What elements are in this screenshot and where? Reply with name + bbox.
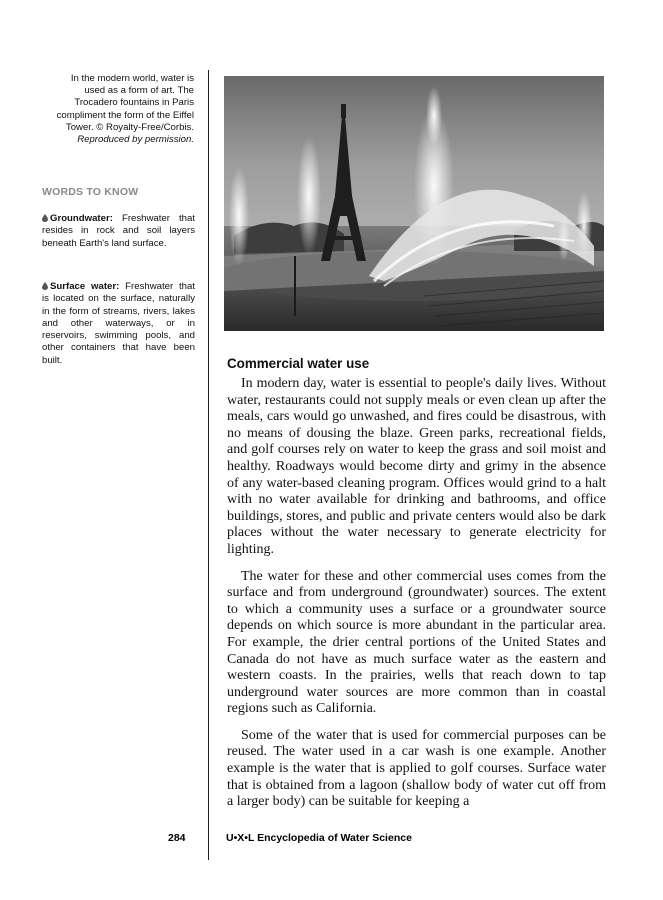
glossary-term-label: Surface water: xyxy=(50,281,120,292)
glossary-definition: Freshwater that is located on the surface, naturally in the form of streams, rivers, lakes and other waterways, or in reservoirs, swimming pools, and other containers that have been built. xyxy=(42,281,196,366)
paragraph: In modern day, water is essential to people's daily lives. Without water, restaurants could not supply meals or even clean up after the meals, cars would go unwashed, and fires could be disastrous, with no means of dousing the blaze. Green parks, recreational fields, and golf courses rely on water to keep the grass and soil moist and healthy. Roadways would become dirty and grimy in the absence of any water-based cleaning program. Offices would grind to a halt with no water available for drinking and bathrooms, and office buildings, stores, and public and private centers would also be dark places without the water necessary to generate electricity for lighting. xyxy=(227,376,606,557)
words-to-know-heading: WORDS TO KNOW xyxy=(42,186,139,198)
caption-line: In the modern world, water is xyxy=(70,73,194,84)
water-drop-icon xyxy=(42,214,48,222)
caption-line: compliment the form of the Eiffel xyxy=(56,109,194,121)
book-title: U•X•L Encyclopedia of Water Science xyxy=(226,832,412,844)
water-drop-icon xyxy=(42,282,48,290)
glossary-definition: Freshwater that resides in rock and soil layers beneath Earth's land surface. xyxy=(42,213,196,249)
caption-line: Tower. © Royalty-Free/Corbis. xyxy=(65,121,194,133)
glossary-term-label: Groundwater: xyxy=(50,213,113,224)
glossary-term-surface-water xyxy=(42,281,195,367)
caption-line: Trocadero fountains in Paris xyxy=(74,97,194,109)
column-divider xyxy=(208,70,209,860)
section-title: Commercial water use xyxy=(227,356,370,371)
glossary-term-groundwater xyxy=(42,213,195,250)
paragraph: The water for these and other commercial uses comes from the surface and from underground (groundwater) sources. The extent to which a community uses a surface or a groundwater source depends on which source is more abundant in the particular area. For example, the drier central portions of the United States and Canada do not have as much surface water as the eastern and western coasts. In the prairies, wells that reach down to tap underground water sources are more common than in coastal regions such as California. xyxy=(227,568,606,717)
caption-credit: Reproduced by permission. xyxy=(77,134,194,146)
page-number: 284 xyxy=(168,832,186,844)
main-content xyxy=(227,356,606,821)
caption-line: used as a form of art. The xyxy=(84,85,194,97)
eiffel-tower-fountains-photo xyxy=(224,76,604,331)
paragraph: Some of the water that is used for commercial purposes can be reused. The water used in a car wash is one example. Another example is the water that is applied to golf courses. Surface water that is obtained from a lagoon (shallow body of water cut off from a larger body) can be suitable for keeping a xyxy=(227,727,606,810)
photo-caption xyxy=(42,73,194,146)
